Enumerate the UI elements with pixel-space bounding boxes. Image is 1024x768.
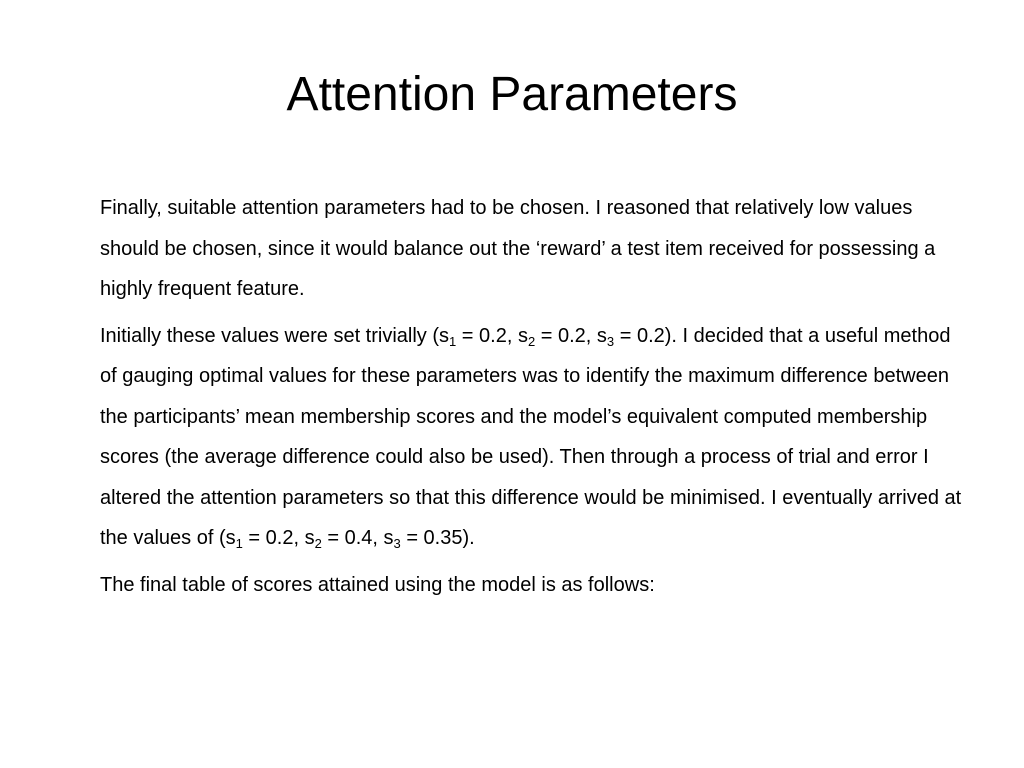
- subscript-2: 2: [527, 333, 536, 349]
- text-segment: Initially these values were set trivially (s: [100, 324, 450, 347]
- paragraph-intro: Finally, suitable attention parameters had to be chosen. I reasoned that relatively low values should be chosen, since it would balance out the ‘reward’ a test item received for possessing a highly frequent feature.: [100, 197, 936, 300]
- subscript-2: 2: [314, 536, 322, 551]
- text-segment: = 0.2, s: [456, 324, 528, 347]
- paragraph-conclusion: The final table of scores attained using the model is as follows:: [100, 573, 655, 596]
- text-segment: = 0.2). I decided that a useful method of gauging optimal values for these parameters was to identify the maximum difference between the participants’ mean membership scores and the model’s equivalent computed membership scores (the average difference could also be used). Then through a process of trial and error I altered the attention parameters so that this difference would be minimised. I eventually arrived at the values of (s: [100, 324, 962, 549]
- text-segment: = 0.2, s: [242, 527, 315, 549]
- subscript-1: 1: [235, 536, 243, 551]
- subscript-1: 1: [449, 333, 457, 349]
- slide-title: Attention Parameters: [286, 68, 738, 121]
- paragraph-method: [100, 316, 970, 559]
- subscript-3: 3: [606, 333, 615, 349]
- text-segment: = 0.4, s: [321, 527, 394, 549]
- subscript-3: 3: [393, 536, 401, 551]
- text-segment: = 0.35).: [400, 527, 475, 549]
- text-segment: = 0.2, s: [535, 324, 607, 347]
- slide-body: [100, 188, 970, 611]
